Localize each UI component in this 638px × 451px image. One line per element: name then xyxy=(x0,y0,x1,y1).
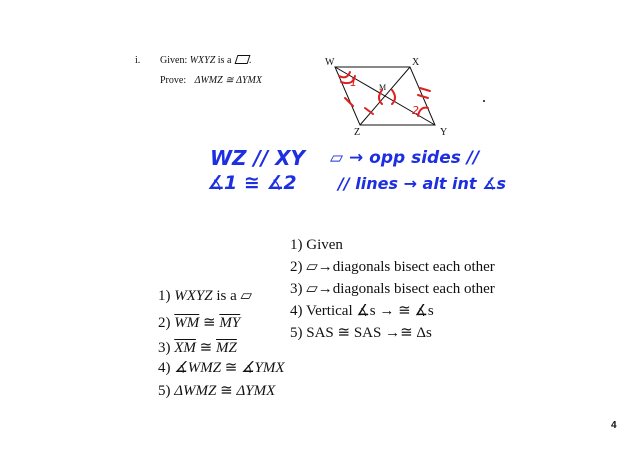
given-period: . xyxy=(248,55,252,66)
tick-xm-1 xyxy=(420,88,430,91)
note-alt-int-angles: // lines → alt int ∡s xyxy=(338,174,506,193)
stray-dot xyxy=(483,100,485,102)
statement-5: 5) ΔWMZ ≅ ΔYMX xyxy=(158,383,276,399)
vertex-label-y: Y xyxy=(440,127,448,138)
reason-4: 4) Vertical ∡s → ≅ ∡s xyxy=(290,303,434,319)
reason-1: 1) Given xyxy=(290,237,343,253)
angle-mark-1: 1 xyxy=(350,76,357,89)
note-parallel-sides: WZ // XY xyxy=(210,146,305,170)
statement-3: 3) $\overline{XM}$ ≅ $\overline{MZ}$ xyxy=(158,340,237,356)
page-number: 4 xyxy=(611,420,617,431)
angle-arc-y xyxy=(418,108,428,116)
vertex-label-x: X xyxy=(412,57,420,68)
vertex-label-w: W xyxy=(325,57,335,68)
statement-4: 4) ∡WMZ ≅ ∡YMX xyxy=(158,360,285,376)
reason-3: 3) ▱→diagonals bisect each other xyxy=(290,281,495,297)
given-label: Given: xyxy=(160,55,188,66)
diagonal-xz xyxy=(360,67,410,125)
prove-expression: ΔWMZ ≅ ΔYMX xyxy=(194,75,262,86)
reason-2: 2) ▱→diagonals bisect each other xyxy=(290,259,495,275)
angle-mark-2: 2 xyxy=(412,104,419,117)
reason-5: 5) SAS ≅ SAS →≅ Δs xyxy=(290,325,432,341)
statement-2: 2) $\overline{WM}$ ≅ $\overline{MY}$ xyxy=(158,315,241,331)
midpoint-label-m: M xyxy=(379,83,387,92)
problem-number: i. xyxy=(135,55,141,66)
angle-arc-m-left xyxy=(379,90,382,104)
note-opp-sides: ▱ → opp sides // xyxy=(330,148,480,168)
note-angle-congruence: ∡1 ≅ ∡2 xyxy=(207,172,297,194)
prove-label: Prove: xyxy=(160,75,187,86)
given-expression: WXYZ xyxy=(189,55,216,66)
given-tail: is a xyxy=(217,55,232,66)
vertex-label-z: Z xyxy=(354,127,361,138)
statement-1: 1) WXYZ is a ▱ xyxy=(158,288,253,304)
angle-arc-m-right xyxy=(392,90,395,104)
